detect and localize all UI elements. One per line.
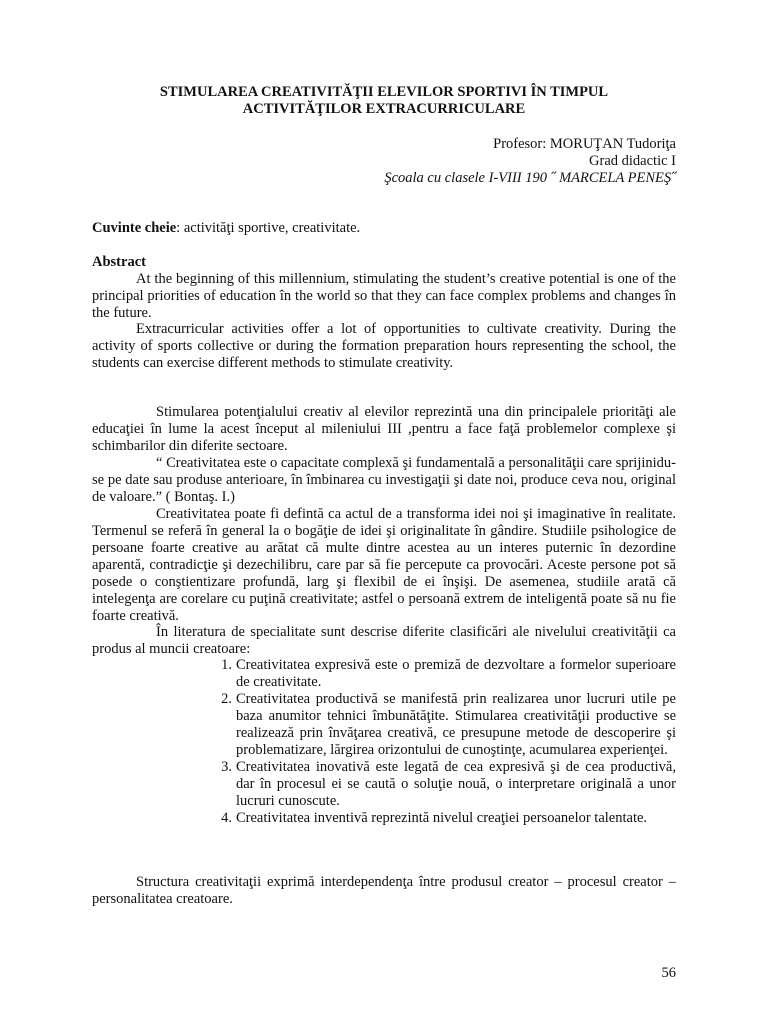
list-item xyxy=(221,657,676,691)
keywords-label: Cuvinte cheie xyxy=(92,220,177,236)
document-title xyxy=(92,84,676,118)
keywords-line xyxy=(92,220,676,237)
list-item-text: Creativitatea expresivă este o premiză de dezvoltare a formelor superioare de creativitate. xyxy=(236,657,676,690)
list-item-number: 1. xyxy=(221,657,232,673)
author-name: Profesor: MORUŢAN Tudoriţa xyxy=(493,136,676,152)
author-grade: Grad didactic I xyxy=(589,153,676,169)
list-item xyxy=(221,759,676,810)
title-line-1: STIMULAREA CREATIVITĂŢII ELEVILOR SPORTIVI ÎN TIMPUL xyxy=(159,84,609,100)
body-paragraph-1: Stimularea potenţialului creativ al elevilor reprezintă una din principalele priorităţi ale educaţiei în lume la acest început al mileniului III ,pentru a face faţă problemelor complexe şi schimbarilor din diferite sectoare. xyxy=(92,404,676,454)
abstract-heading: Abstract xyxy=(92,254,146,270)
creativity-levels-list xyxy=(221,657,676,827)
list-item-text: Creativitatea inovativă este legată de cea expresivă şi de cea productivă, dar în procesul ei se caută o soluţie nouă, o interpretare originală a unor lucruri cunoscute. xyxy=(236,759,676,809)
body-paragraph-4: În literatura de specialitate sunt descrise diferite clasificări ale nivelului creativităţii ca produs al muncii creatoare: xyxy=(92,624,676,657)
abstract-paragraph-2: Extracurricular activities offer a lot of opportunities to cultivate creativity. During the activity of sports collective or during the formation preparation hours representing the school, the students can exercise different methods to stimulate creativity. xyxy=(92,321,676,371)
list-item xyxy=(221,810,676,827)
list-item-number: 3. xyxy=(221,759,232,775)
abstract-paragraph-1: At the beginning of this millennium, stimulating the student’s creative potential is one of the principal priorities of education în the world so that they can face complex problems and changes în the future. xyxy=(92,271,676,321)
body-paragraph-3: Creativitatea poate fi defintă ca actul de a transforma idei noi şi imaginative în realitate. Termenul se referă în general la o bogăţie de idei şi originalitate în gândire. Studiile psihologice de persoane foarte creative au arătat că multe dintre acestea au un interes puternic în dezordine aparentă, contradicţie şi dezechilibru, care par să fie percepute ca provocări. Aceste persone pot să posede o conştientizare profundă, larg şi flexibil de ei înşişi. De asemenea, studiile arată că intelegenţa are corelare cu puţină creativitate; astfel o persoană extrem de inteligentă poate să nu fie foarte creativă. xyxy=(92,506,676,624)
title-line-2: ACTIVITĂŢILOR EXTRACURRICULARE xyxy=(242,101,526,117)
author-block xyxy=(256,136,676,187)
body-paragraph-5: Structura creativitaţii exprimă interdependenţa între produsul creator – procesul creator – personalitatea creatoare. xyxy=(92,874,676,907)
list-item-text: Creativitatea inventivă reprezintă nivelul creaţiei persoanelor talentate. xyxy=(236,810,648,826)
list-item-text: Creativitatea productivă se manifestă prin realizarea unor lucruri utile pe baza anumitor tehnici îmbunătăţite. Stimularea creativităţii productive se realizează prin învăţarea creativă, ce presupune metode de descoperire şi problematizare, lărgirea orizontului de cunoştinţe, acumularea experienţei. xyxy=(236,691,676,758)
keywords-text: : activităţi sportive, creativitate. xyxy=(176,220,361,236)
body-paragraph-2-quote: “ Creativitatea este o capacitate complexă şi fundamentală a personalităţii care sprijinidu-se pe date sau produse anterioare, în îmbinarea cu investigaţii şi date noi, produce ceva nou, original de valoare.” ( Bontaş. I.) xyxy=(92,455,676,505)
list-item-number: 2. xyxy=(221,691,232,707)
page-number: 56 xyxy=(661,965,676,981)
list-item xyxy=(221,691,676,759)
list-item-number: 4. xyxy=(221,810,232,826)
author-school: Şcoala cu clasele I-VIII 190 ˝ MARCELA PENEŞ˝ xyxy=(384,170,676,186)
